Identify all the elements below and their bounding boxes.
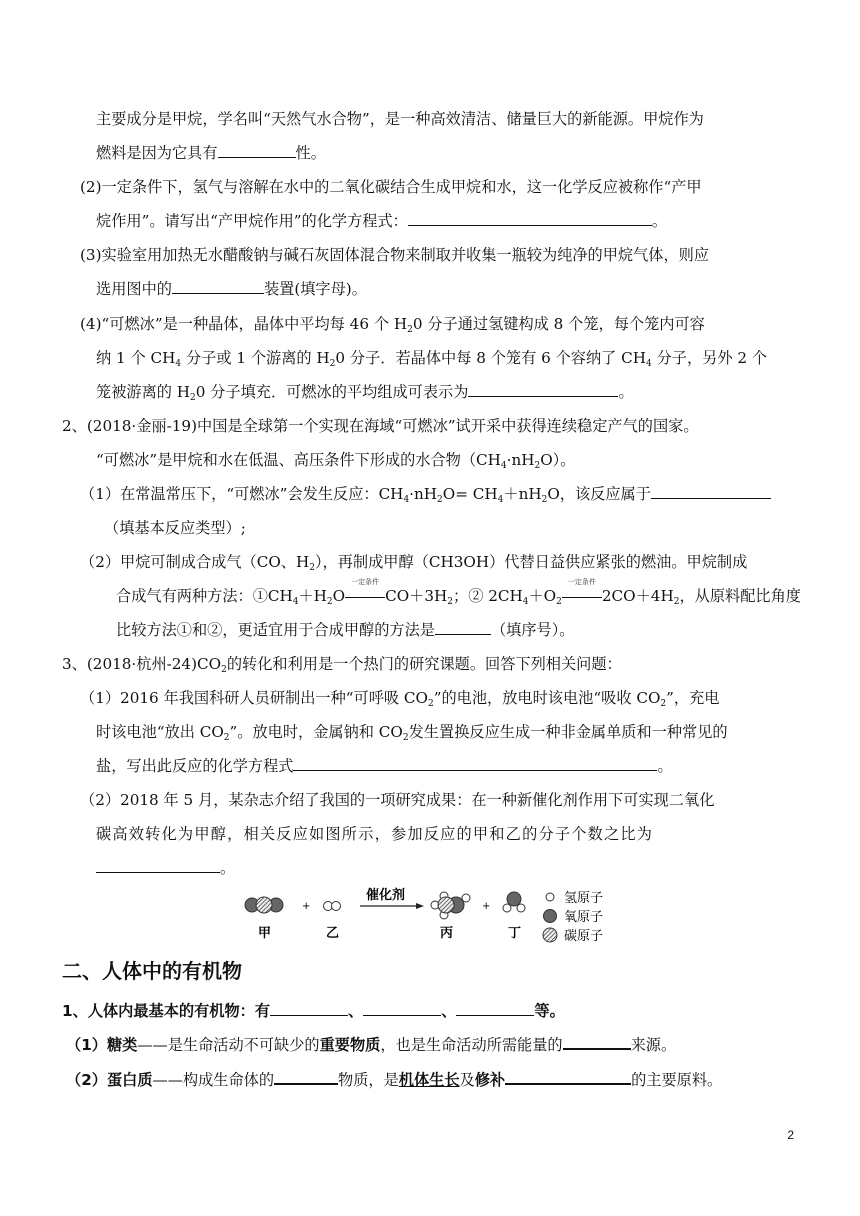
q2-line1: 2、(2018·金丽-19)中国是全球第一个实现在海域“可燃冰”试开采中获得连续稳定产气的国家。 [62, 417, 699, 435]
reaction-diagram [230, 884, 630, 950]
q3-part1-line1: （1）2016 年我国科研人员研制出一种“可呼吸 $CO_2$”的电池，放电时该电池“吸收 $CO_2$”，充电 [80, 689, 720, 709]
plus-sign: + [482, 901, 491, 912]
q2-part2-line2: 合成气有两种方法：$①CH_4+H_2O$ 一定条件 $CO+3H_2$；② $2CH_4+O_2$ 一定条件 $2CO+4H_2$，从原料配比角度 [116, 578, 801, 607]
q2-part2-line1: （2）甲烷可制成合成气（CO、$H_2$），再制成甲醇（CH3OH）代替日益供应紧张的燃油。甲烷制成 [80, 553, 748, 573]
answer-blank[interactable] [96, 858, 220, 873]
answer-blank[interactable] [293, 756, 657, 771]
answer-blank[interactable] [651, 484, 771, 499]
legend-oxygen: 氧原子 [564, 910, 604, 925]
answer-blank[interactable] [270, 1001, 348, 1016]
h2-molecule [324, 902, 341, 911]
page-number: 2 [787, 1128, 794, 1142]
plus-sign: + [302, 901, 311, 912]
answer-blank[interactable] [505, 1069, 631, 1085]
section2-line1: 1、人体内最基本的有机物：有 、 、 等。 [62, 1002, 565, 1020]
legend-carbon: 碳原子 [564, 929, 604, 944]
methanol-molecule [431, 892, 470, 919]
q3-line1: 3、(2018·杭州$-24)CO_2$的转化和利用是一个热门的研究课题。回答下列相关问题： [62, 655, 622, 675]
section-title: 二、人体中的有机物 [62, 959, 242, 983]
q2-part1-line1: （1）在常温常压下，“可燃冰”会发生反应：$CH_4\cdot nH_2O= CH_4+nH_2O$，该反应属于 [80, 484, 771, 510]
label-ding: 丁 [508, 926, 522, 941]
legend-hydrogen: 氢原子 [564, 891, 604, 906]
q1-3-line2: 选用图中的 装置(填字母)。 [96, 280, 367, 298]
answer-blank[interactable] [563, 1034, 631, 1050]
q2-part2-line3: 比较方法①和②，更适宜用于合成甲醇的方法是 （填序号）。 [116, 621, 575, 639]
reaction-condition-arrow: 一定条件 [562, 586, 602, 606]
q1-2-line1: (2)一定条件下，氢气与溶解在水中的二氧化碳结合生成甲烷和水，这一化学反应被称作“产甲 [80, 178, 702, 196]
q1-2-line2: 烷作用”。请写出“产甲烷作用”的化学方程式： 。 [96, 212, 668, 230]
q3-part1-line3: 盐，写出此反应的化学方程式 。 [96, 757, 673, 775]
answer-blank[interactable] [435, 620, 491, 635]
reaction-condition-arrow: 一定条件 [345, 586, 385, 606]
section2-line3: （2）蛋白质——构成生命体的 物质，是机体生长及修补 的主要原料。 [66, 1071, 723, 1089]
answer-blank[interactable] [456, 1001, 534, 1016]
q3-part1-line2: 时该电池“放出 $CO_2$”。放电时，金属钠和 $CO_2$发生置换反应生成一种非金属单质和一种常见的 [96, 723, 728, 743]
co2-molecule [245, 897, 283, 913]
q3-part2-line2: 碳高效转化为甲醇，相关反应如图所示，参加反应的甲和乙的分子个数之比为 [96, 825, 654, 843]
answer-blank[interactable] [408, 211, 652, 226]
q2-line2: “可燃冰”是甲烷和水在低温、高压条件下形成的水合物$(CH_4\cdot nH_2O)$。 [96, 451, 576, 471]
q2-part1-line2: （填基本反应类型）; [104, 519, 246, 537]
q1-4-line1: (4)“可燃冰”是一种晶体，晶体中平均每 46 个 $H_20$ 分子通过氢键构成 8 个笼，每个笼内可容 [80, 315, 705, 335]
section2-line2: （1）糖类——是生命活动不可缺少的重要物质，也是生命活动所需能量的 来源。 [66, 1036, 677, 1054]
q1-intro-line2: 燃料是因为它具有 性。 [96, 144, 326, 162]
answer-blank[interactable] [218, 143, 296, 158]
answer-blank[interactable] [274, 1069, 338, 1085]
water-molecule [503, 892, 525, 912]
label-bing: 丙 [440, 926, 454, 941]
label-jia: 甲 [258, 926, 272, 941]
label-yi: 乙 [326, 926, 340, 941]
catalyst-label: 催化剂 [366, 888, 406, 903]
q3-part2-line3: 。 [96, 858, 235, 878]
answer-blank[interactable] [172, 279, 264, 294]
q3-part2-line1: （2）2018 年 5 月，某杂志介绍了我国的一项研究成果：在一种新催化剂作用下可实现二氧化 [80, 791, 715, 809]
atom-legend [543, 891, 603, 944]
q1-4-line2: 纳 1 个 $CH_4$ 分子或 1 个游离的 $H_20$ 分子．若晶体中每 8 个笼有 6 个容纳了 $CH_4$ 分子，另外 2 个 [96, 349, 768, 369]
answer-blank[interactable] [468, 382, 618, 397]
answer-blank[interactable] [363, 1001, 441, 1016]
q1-3-line1: (3)实验室用加热无水醋酸钠与碱石灰固体混合物来制取并收集一瓶较为纯净的甲烷气体，则应 [80, 246, 710, 264]
q1-intro-line1: 主要成分是甲烷，学名叫“天然气水合物”，是一种高效清洁、储量巨大的新能源。甲烷作为 [96, 110, 704, 128]
q1-4-line3: 笼被游离的 $H_20$ 分子填充．可燃冰的平均组成可表示为 。 [96, 383, 634, 403]
